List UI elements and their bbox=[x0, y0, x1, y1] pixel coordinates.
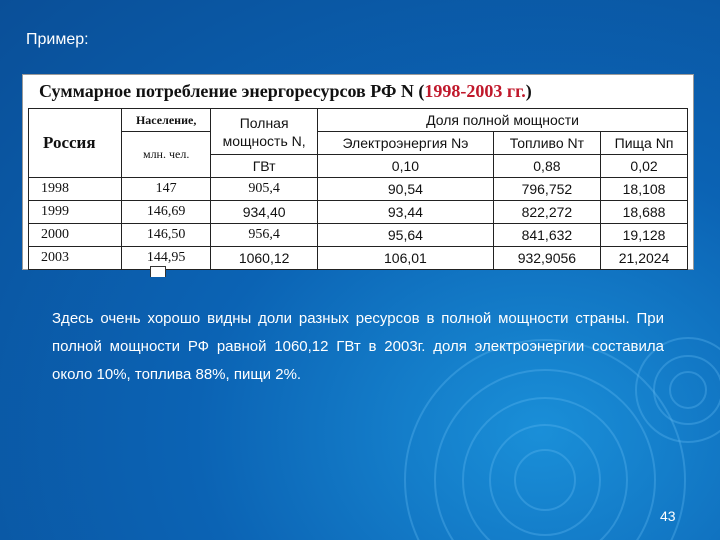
cell-population: 146,69 bbox=[122, 201, 211, 224]
cell-fuel: 841,632 bbox=[493, 224, 600, 247]
subheader-electric: Электроэнергия Nэ bbox=[318, 132, 494, 155]
share-electric: 0,10 bbox=[318, 155, 494, 178]
header-population: Население, bbox=[122, 109, 211, 132]
cell-electric: 95,64 bbox=[318, 224, 494, 247]
cell-year: 2000 bbox=[29, 224, 122, 247]
cell-power: 956,4 bbox=[211, 224, 318, 247]
cell-fuel: 796,752 bbox=[493, 178, 600, 201]
table-title: Суммарное потребление энергоресурсов РФ N (1998-2003 гг.) bbox=[39, 81, 532, 101]
cell-food: 21,2024 bbox=[601, 247, 688, 270]
subheader-food: Пища Nп bbox=[601, 132, 688, 155]
cell-population: 146,50 bbox=[122, 224, 211, 247]
page-number: 43 bbox=[660, 508, 676, 524]
cell-power: 934,40 bbox=[211, 201, 318, 224]
example-heading: Пример: bbox=[26, 31, 89, 48]
cell-food: 19,128 bbox=[601, 224, 688, 247]
cell-fuel: 932,9056 bbox=[493, 247, 600, 270]
header-group: Доля полной мощности bbox=[318, 109, 688, 132]
cell-year: 1998 bbox=[29, 178, 122, 201]
cell-fuel: 822,272 bbox=[493, 201, 600, 224]
cell-population: 144,95 bbox=[122, 247, 211, 270]
subheader-fuel: Топливо Nт bbox=[493, 132, 600, 155]
cell-electric: 90,54 bbox=[318, 178, 494, 201]
cursor-icon bbox=[150, 266, 166, 277]
cell-electric: 106,01 bbox=[318, 247, 494, 270]
header-population-unit: млн. чел. bbox=[122, 132, 211, 178]
cell-year: 1999 bbox=[29, 201, 122, 224]
cell-population: 147 bbox=[122, 178, 211, 201]
table-title-years: 1998-2003 гг. bbox=[424, 81, 526, 101]
table-row bbox=[29, 201, 688, 224]
cell-power: 1060,12 bbox=[211, 247, 318, 270]
cell-power: 905,4 bbox=[211, 178, 318, 201]
cell-food: 18,108 bbox=[601, 178, 688, 201]
cell-year: 2003 bbox=[29, 247, 122, 270]
cell-food: 18,688 bbox=[601, 201, 688, 224]
energy-table bbox=[28, 108, 688, 270]
explanation-paragraph: Здесь очень хорошо видны доли разных ресурсов в полной мощности страны. При полной мощности РФ равной 1060,12 ГВт в 2003г. доля электроэнергии составила около 10%, топлива 88%, пищи 2%. bbox=[52, 310, 664, 383]
table-row bbox=[29, 178, 688, 201]
share-fuel: 0,88 bbox=[493, 155, 600, 178]
table-row bbox=[29, 224, 688, 247]
share-food: 0,02 bbox=[601, 155, 688, 178]
header-power-unit: ГВт bbox=[211, 155, 318, 178]
header-power: Полная мощность N, bbox=[211, 109, 318, 155]
table-row bbox=[29, 247, 688, 270]
energy-table-image bbox=[22, 74, 694, 270]
corner-label: Россия bbox=[29, 109, 122, 178]
cell-electric: 93,44 bbox=[318, 201, 494, 224]
